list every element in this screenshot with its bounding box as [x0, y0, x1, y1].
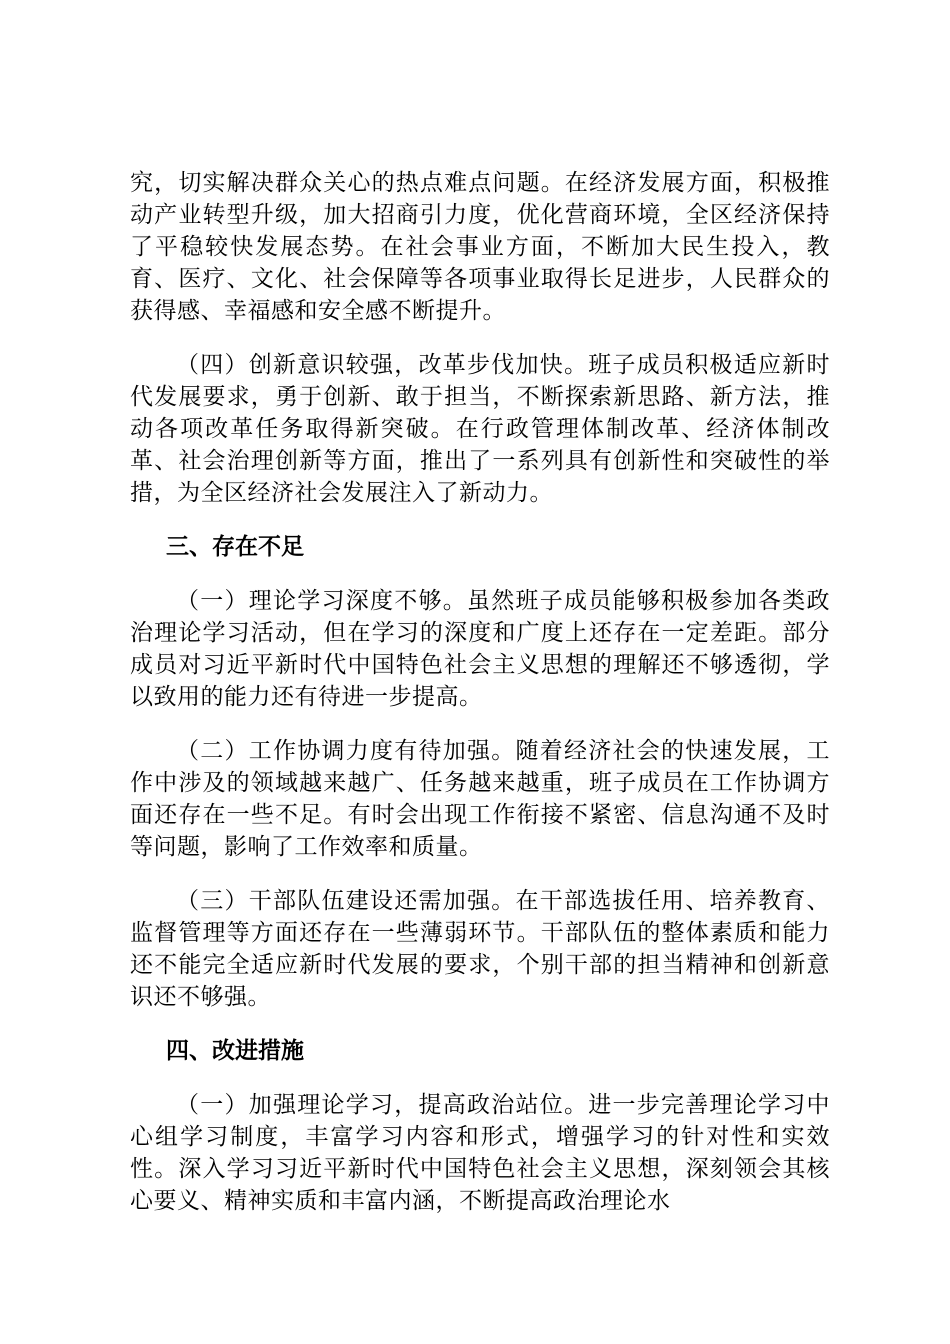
section-heading-shortcomings: 三、存在不足 [166, 534, 304, 560]
paragraph-innovation: （四）创新意识较强，改革步伐加快。班子成员积极适应新时代发展要求，勇于创新、敢于担当，不断探索新思路、新方法，推动各项改革任务取得新突破。在行政管理体制改革、经济体制改革、社会治理创新等方面，推出了一系列具有创新性和突破性的举措，为全区经济社会发展注入了新动力。 [130, 352, 830, 506]
paragraph-cadre-building: （三）干部队伍建设还需加强。在干部选拔任用、培养教育、监督管理等方面还存在一些薄弱环节。干部队伍的整体素质和能力还不能完全适应新时代发展的要求，个别干部的担当精神和创新意识还不够强。 [130, 888, 830, 1010]
paragraph-economy-society: 究，切实解决群众关心的热点难点问题。在经济发展方面，积极推动产业转型升级，加大招商引力度，优化营商环境，全区经济保持了平稳较快发展态势。在社会事业方面，不断加大民生投入，教育、医疗、文化、社会保障等各项事业取得长足进步，人民群众的获得感、幸福感和安全感不断提升。 [130, 170, 830, 324]
section-heading-measures: 四、改进措施 [166, 1038, 304, 1064]
document-page [130, 167, 830, 1239]
paragraph-strengthen-theory: （一）加强理论学习，提高政治站位。进一步完善理论学习中心组学习制度，丰富学习内容和形式，增强学习的针对性和实效性。深入学习习近平新时代中国特色社会主义思想，深刻领会其核心要义、精神实质和丰富内涵，不断提高政治理论水 [130, 1092, 830, 1214]
paragraph-theory-study: （一）理论学习深度不够。虽然班子成员能够积极参加各类政治理论学习活动，但在学习的深度和广度上还存在一定差距。部分成员对习近平新时代中国特色社会主义思想的理解还不够透彻，学以致用的能力还有待进一步提高。 [130, 588, 830, 710]
paragraph-work-coordination: （二）工作协调力度有待加强。随着经济社会的快速发展，工作中涉及的领域越来越广、任务越来越重，班子成员在工作协调方面还存在一些不足。有时会出现工作衔接不紧密、信息沟通不及时等问题，影响了工作效率和质量。 [130, 738, 830, 860]
